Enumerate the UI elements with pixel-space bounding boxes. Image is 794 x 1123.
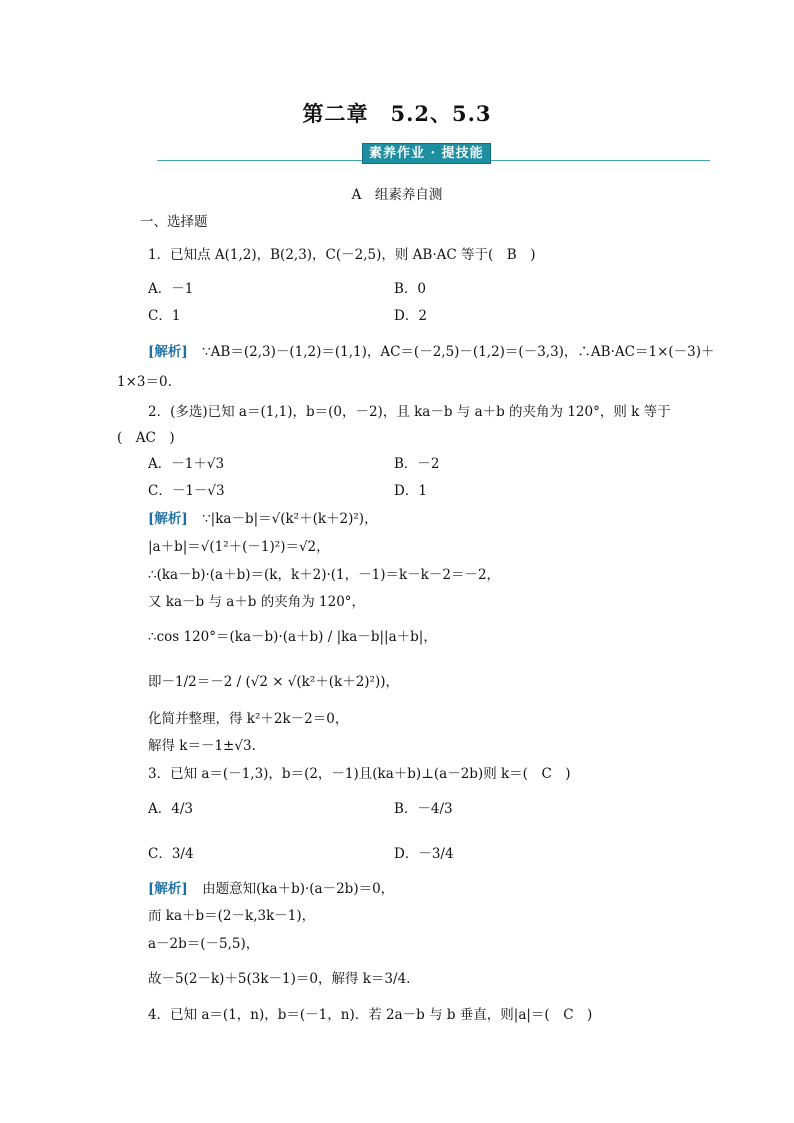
- q2-option-d: D．1: [394, 483, 427, 499]
- q1-option-a: A．－1: [148, 281, 194, 297]
- q2-solution-line6: 即－1/2＝－2 / (√2 × √(k²＋(k＋2)²))，: [148, 674, 400, 690]
- section-banner: 素养作业 · 提技能: [362, 143, 491, 164]
- q1-solution-text: ∵AB＝(2,3)－(1,2)＝(1,1)，AC＝(－2,5)－(1,2)＝(－3,3)，∴AB·AC＝1×(－3)＋: [202, 344, 715, 360]
- q2-stem-line2: ( AC ): [117, 430, 175, 446]
- q2-solution-line1: [148, 507, 378, 527]
- q3-solution-line4: 故－5(2－k)＋5(3k－1)＝0，解得 k＝3/4.: [148, 971, 411, 987]
- q1-option-d: D．2: [394, 308, 427, 324]
- q3-solution-line1: [148, 877, 394, 897]
- q1-option-c: C．1: [148, 308, 181, 324]
- q2-option-a: A．－1＋√3: [148, 456, 225, 472]
- q2-solution-line7: 化简并整理，得 k²＋2k－2＝0，: [148, 711, 349, 727]
- q2-solution-line8: 解得 k＝－1±√3.: [148, 738, 256, 754]
- q3-solution-text: 由题意知(ka＋b)·(a－2b)＝0，: [202, 881, 395, 897]
- q2-stem-line1: 2．(多选)已知 a＝(1,1)，b＝(0，－2)，且 ka－b 与 a＋b 的夹角为 120°，则 k 等于: [148, 404, 671, 420]
- solution-tag: [解析]: [148, 511, 188, 527]
- q2-solution-line3: ∴(ka－b)·(a＋b)＝(k，k＋2)·(1，－1)＝k－k－2＝－2，: [148, 567, 501, 583]
- q2-option-b: B．－2: [394, 456, 440, 472]
- q1-option-b: B．0: [394, 281, 427, 297]
- q2-solution-text: ∵|ka－b|＝√(k²＋(k＋2)²)，: [202, 511, 378, 527]
- section-heading: 一、选择题: [140, 214, 208, 230]
- q1-solution-line1: [148, 340, 715, 360]
- q3-solution-line3: a－2b＝(－5,5)，: [148, 936, 260, 952]
- q1-stem: 1．已知点 A(1,2)，B(2,3)，C(－2,5)，则 AB·AC 等于( B ): [148, 247, 536, 263]
- q2-solution-line4: 又 ka－b 与 a＋b 的夹角为 120°，: [148, 594, 366, 610]
- q3-option-a: A．4/3: [148, 801, 193, 817]
- q4-stem: 4．已知 a＝(1，n)，b＝(－1，n)．若 2a－b 与 b 垂直，则|a|＝( C ): [148, 1007, 593, 1023]
- q1-solution-line2: 1×3＝0.: [117, 374, 172, 390]
- solution-tag: [解析]: [148, 881, 188, 897]
- q2-option-c: C．－1－√3: [148, 483, 225, 499]
- group-heading: A 组素养自测: [351, 187, 443, 203]
- q2-solution-line2: |a＋b|＝√(1²＋(－1)²)＝√2，: [148, 539, 330, 555]
- q3-option-b: B．－4/3: [394, 801, 453, 817]
- q3-solution-line2: 而 ka＋b＝(2－k,3k－1)，: [148, 908, 316, 924]
- solution-tag: [解析]: [148, 344, 188, 360]
- page-title: 第二章 5.2、5.3: [302, 101, 492, 126]
- q3-option-c: C．3/4: [148, 846, 194, 862]
- q3-option-d: D．－3/4: [394, 846, 454, 862]
- q3-stem: 3．已知 a＝(－1,3)，b＝(2，－1)且(ka＋b)⊥(a－2b)则 k＝( C ): [148, 766, 571, 782]
- q2-solution-line5: ∴cos 120°＝(ka－b)·(a＋b) / |ka－b||a＋b|，: [148, 629, 437, 645]
